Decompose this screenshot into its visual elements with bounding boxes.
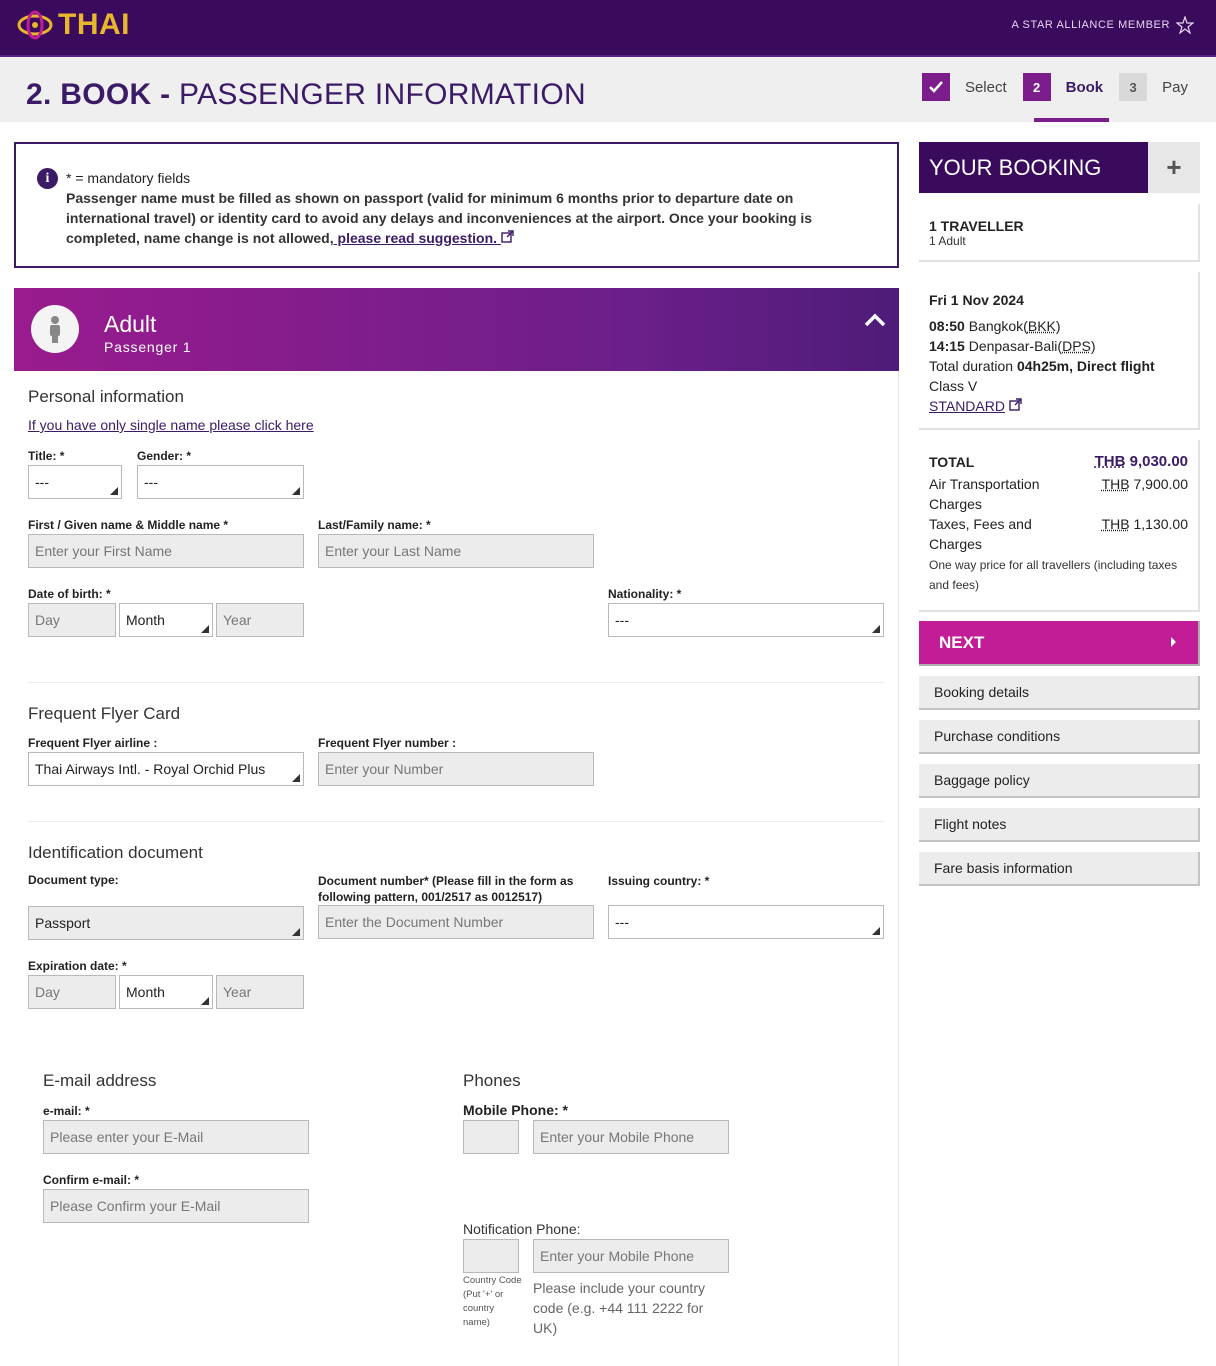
doc-type-label: Document type:: [28, 873, 119, 887]
passport-note-text: Passenger name must be filled as shown on passport (valid for minimum 6 months prior to departure date on international travel) or identity card to avoid any delays and inconveniences at the airport. Once your booking is completed, name change is not allowed,: [66, 190, 813, 246]
taxes-label: Taxes, Fees and Charges: [929, 516, 1032, 552]
issuing-country-select[interactable]: ---: [608, 905, 884, 939]
doc-number-input[interactable]: Enter the Document Number: [318, 905, 594, 939]
passenger-type: Adult: [104, 311, 157, 337]
step-select-check-icon[interactable]: [922, 73, 950, 101]
your-booking-title: YOUR BOOKING: [919, 142, 1148, 193]
brand-name: THAI: [58, 8, 130, 41]
ffc-title: Frequent Flyer Card: [28, 704, 181, 723]
mandatory-info-box: [14, 142, 899, 268]
active-step-indicator: [1034, 118, 1109, 122]
phone-format-hint: Please include your country code (e.g. +44 111 2222 for UK): [533, 1280, 705, 1336]
confirm-email-label: Confirm e-mail: *: [43, 1173, 140, 1187]
next-button[interactable]: [919, 621, 1200, 666]
nationality-label: Nationality: *: [608, 587, 682, 601]
step-pay-number: 3: [1119, 73, 1147, 101]
passenger-panel: [14, 288, 899, 1366]
external-link-icon: [501, 230, 514, 243]
ff-number-label: Frequent Flyer number :: [318, 736, 457, 750]
mobile-phone-label: Mobile Phone: *: [463, 1102, 568, 1118]
dob-month-select[interactable]: Month: [119, 603, 213, 637]
exp-day-input[interactable]: Day: [28, 975, 116, 1009]
taxes-row: [929, 514, 1188, 554]
price-card: [919, 440, 1200, 612]
passenger-avatar-icon: [31, 305, 79, 353]
top-bar: [0, 0, 1216, 57]
info-icon: i: [37, 168, 58, 189]
notification-phone-input[interactable]: Enter your Mobile Phone: [533, 1239, 729, 1273]
alliance-text: A STAR ALLIANCE MEMBER: [1011, 19, 1170, 31]
arrival-line: 14:15 Denpasar-Bali(DPS): [929, 338, 1096, 354]
class-line: Class V: [929, 378, 978, 394]
expand-plus-icon[interactable]: +: [1148, 142, 1200, 193]
section-divider: [28, 821, 884, 822]
total-amount: THB 9,030.00: [1094, 453, 1188, 470]
issuing-country-label: Issuing country: *: [608, 874, 710, 888]
section-divider: [28, 682, 884, 683]
ff-airline-label: Frequent Flyer airline :: [28, 736, 158, 750]
booking-details-button[interactable]: Booking details: [919, 676, 1200, 710]
single-name-link[interactable]: If you have only single name please click here: [28, 417, 314, 433]
gender-label: Gender: *: [137, 449, 192, 463]
gender-select[interactable]: ---: [137, 465, 304, 499]
taxes-amount: THB 1,130.00: [1101, 516, 1188, 532]
confirm-email-input[interactable]: Please Confirm your E-Mail: [43, 1189, 309, 1223]
standard-fare-link[interactable]: STANDARD: [929, 398, 1005, 414]
nationality-select[interactable]: ---: [608, 603, 884, 637]
progress-steps: [922, 73, 1188, 101]
chevron-right-icon: [1171, 637, 1176, 647]
dob-year-input[interactable]: Year: [216, 603, 304, 637]
alliance-badge: [1012, 16, 1194, 34]
fare-family-row: [929, 396, 1188, 416]
doc-type-select[interactable]: Passport: [28, 906, 304, 940]
passenger-number: Passenger 1: [104, 339, 192, 355]
passport-note: [66, 188, 877, 248]
title-label: Title: *: [28, 449, 65, 463]
doc-number-label: Document number* (Please fill in the form as following pattern, 001/2517 as 0012517): [318, 874, 574, 904]
mobile-phone-input[interactable]: Enter your Mobile Phone: [533, 1120, 729, 1154]
mobile-country-code-input[interactable]: [463, 1120, 519, 1154]
passenger-header[interactable]: [14, 288, 899, 371]
orchid-icon: [16, 8, 54, 42]
duration-line: Total duration 04h25m, Direct flight: [929, 358, 1155, 374]
price-note: One way price for all travellers (including taxes and fees): [929, 558, 1178, 592]
air-transport-row: [929, 474, 1188, 514]
first-name-label: First / Given name & Middle name *: [28, 518, 229, 532]
step-book-label: Book: [1065, 78, 1104, 96]
star-alliance-icon: [1176, 16, 1194, 34]
expiration-label: Expiration date: *: [28, 959, 127, 973]
notification-phone-label: Notification Phone:: [463, 1221, 581, 1237]
thai-logo[interactable]: [16, 7, 130, 43]
air-transport-label: Air Transportation Charges: [929, 476, 1040, 512]
title-select[interactable]: ---: [28, 465, 122, 499]
dob-label: Date of birth: *: [28, 587, 111, 601]
last-name-label: Last/Family name: *: [318, 518, 431, 532]
exp-month-select[interactable]: Month: [119, 975, 213, 1009]
external-link-icon: [1009, 398, 1022, 411]
page-title: [26, 78, 586, 112]
phones-title: Phones: [463, 1071, 521, 1090]
last-name-input[interactable]: Enter your Last Name: [318, 534, 594, 568]
exp-year-input[interactable]: Year: [216, 975, 304, 1009]
read-suggestion-link[interactable]: please read suggestion.: [334, 230, 514, 246]
ff-airline-select[interactable]: Thai Airways Intl. - Royal Orchid Plus: [28, 752, 304, 786]
mandatory-note: * = mandatory fields: [66, 170, 191, 186]
step-book-number: 2: [1023, 73, 1051, 101]
id-doc-title: Identification document: [28, 843, 203, 862]
traveller-breakdown: 1 Adult: [929, 234, 966, 248]
traveller-card: [919, 204, 1200, 262]
page-step: 2. BOOK -: [26, 78, 171, 111]
air-transport-amount: THB 7,900.00: [1101, 476, 1188, 492]
step-select-label[interactable]: Select: [964, 78, 1007, 96]
traveller-count: 1 TRAVELLER: [929, 218, 1024, 234]
fare-basis-button[interactable]: Fare basis information: [919, 852, 1200, 886]
flight-date: Fri 1 Nov 2024: [929, 292, 1024, 308]
total-row: [929, 452, 1188, 472]
dob-day-input[interactable]: Day: [28, 603, 116, 637]
country-code-hint: Country Code (Put '+' or country name): [463, 1275, 522, 1328]
email-input[interactable]: Please enter your E-Mail: [43, 1120, 309, 1154]
flight-notes-button[interactable]: Flight notes: [919, 808, 1200, 842]
ff-number-input[interactable]: Enter your Number: [318, 752, 594, 786]
total-label: TOTAL: [929, 454, 975, 470]
baggage-policy-button[interactable]: Baggage policy: [919, 764, 1200, 798]
first-name-input[interactable]: Enter your First Name: [28, 534, 304, 568]
email-title: E-mail address: [43, 1071, 157, 1090]
next-button-label: NEXT: [939, 633, 985, 652]
page-title-text: PASSENGER INFORMATION: [179, 78, 586, 111]
purchase-conditions-button[interactable]: Purchase conditions: [919, 720, 1200, 754]
personal-info-title: Personal information: [28, 387, 184, 406]
chevron-up-icon[interactable]: [863, 308, 887, 332]
step-pay-label: Pay: [1162, 78, 1188, 96]
notification-country-code-input[interactable]: [463, 1239, 519, 1273]
departure-line: 08:50 Bangkok(BKK): [929, 318, 1061, 334]
email-label: e-mail: *: [43, 1104, 90, 1118]
flight-card: [919, 272, 1200, 430]
